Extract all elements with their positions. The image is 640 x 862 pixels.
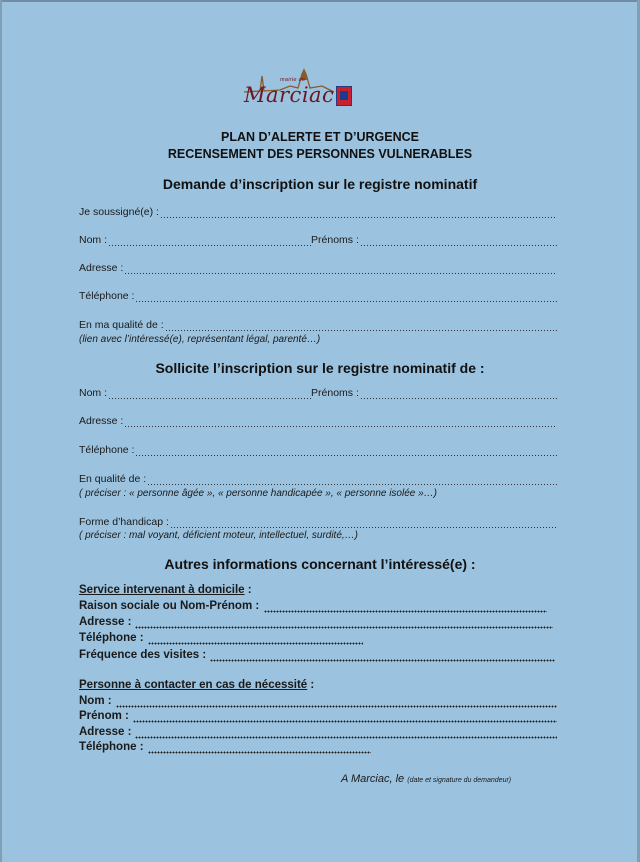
- beneficiary-quality-field[interactable]: [79, 472, 557, 486]
- field-label: Forme d’handicap :: [79, 516, 169, 528]
- field-label: En ma qualité de :: [79, 319, 164, 331]
- document-title: PLAN D’ALERTE ET D’URGENCE: [221, 130, 419, 144]
- contact-firstname-field[interactable]: [79, 709, 557, 723]
- contact-name-field[interactable]: [79, 694, 557, 708]
- field-label: Prénoms :: [311, 387, 359, 399]
- page-edge: [0, 0, 640, 2]
- beneficiary-quality-hint: ( préciser : « personne âgée », « personne handicapée », « personne isolée »…): [79, 488, 438, 499]
- handicap-field[interactable]: [79, 515, 557, 529]
- visit-frequency-field[interactable]: [79, 648, 555, 662]
- beneficiary-phone-field[interactable]: [79, 443, 557, 457]
- contact-address-field[interactable]: [79, 725, 557, 739]
- contact-section-label: [79, 679, 314, 691]
- contact-phone-field[interactable]: [79, 740, 371, 754]
- dotted-line: [124, 265, 557, 275]
- request-heading: Demande d’inscription sur le registre nominatif: [162, 176, 478, 192]
- field-label: Téléphone :: [79, 741, 144, 753]
- field-label: Adresse :: [79, 726, 132, 738]
- handicap-hint: ( préciser : mal voyant, déficient moteur, intellectuel, surdité,…): [79, 530, 359, 541]
- field-label: Adresse :: [79, 616, 132, 628]
- field-label: Téléphone :: [79, 632, 144, 644]
- service-phone-field[interactable]: [79, 631, 363, 645]
- dotted-line: [360, 390, 557, 400]
- service-label: Service intervenant à domicile: [79, 584, 245, 596]
- field-label: En qualité de :: [79, 473, 147, 485]
- signature-note: (date et signature du demandeur): [407, 777, 512, 784]
- service-section-label: [79, 584, 252, 596]
- field-label: Adresse :: [79, 415, 124, 427]
- dotted-line: [170, 519, 557, 529]
- soussigne-field[interactable]: [79, 205, 557, 219]
- dotted-line: [160, 209, 557, 219]
- field-label: Nom :: [79, 387, 108, 399]
- field-label: Fréquence des visites :: [79, 649, 207, 661]
- field-label: Téléphone :: [79, 290, 135, 302]
- beneficiary-address-field[interactable]: [79, 414, 557, 428]
- field-label: Prénom :: [79, 710, 129, 722]
- dotted-line: [135, 729, 557, 739]
- dotted-line: [165, 322, 557, 332]
- logo-small-text: mairie de: [280, 77, 306, 83]
- service-name-field[interactable]: [79, 599, 547, 613]
- field-label: Prénoms :: [311, 234, 359, 246]
- service-address-field[interactable]: [79, 615, 553, 629]
- dotted-line: [148, 744, 371, 754]
- dotted-line: [135, 447, 557, 457]
- dotted-line: [135, 293, 557, 303]
- dotted-line: [108, 390, 311, 400]
- contact-label: Personne à contacter en cas de nécessité: [79, 679, 308, 691]
- dotted-line: [116, 698, 557, 708]
- other-info-heading: Autres informations concernant l’intéressé(e) :: [164, 556, 476, 572]
- dotted-line: [108, 237, 311, 247]
- applicant-phone-field[interactable]: [79, 289, 557, 303]
- field-label: Je soussigné(e) :: [79, 206, 159, 218]
- label-colon: :: [244, 584, 252, 596]
- signature-text: A Marciac, le: [341, 773, 408, 785]
- dotted-line: [133, 713, 557, 723]
- beneficiary-heading: Sollicite l’inscription sur le registre nominatif de :: [155, 360, 485, 376]
- dotted-line: [124, 418, 557, 428]
- dotted-line: [147, 476, 557, 486]
- dotted-line: [148, 635, 363, 645]
- dotted-line: [210, 652, 555, 662]
- dotted-line: [135, 619, 553, 629]
- field-label: Nom :: [79, 234, 108, 246]
- applicant-quality-hint: (lien avec l’intéressé(e), représentant légal, parenté…): [79, 334, 321, 345]
- beneficiary-name-field[interactable]: [79, 386, 557, 400]
- dotted-line: [360, 237, 557, 247]
- applicant-address-field[interactable]: [79, 261, 557, 275]
- field-label: Raison sociale ou Nom-Prénom :: [79, 600, 260, 612]
- logo-name: Marciac: [244, 83, 335, 107]
- field-label: Adresse :: [79, 262, 124, 274]
- marciac-logo: [240, 66, 358, 114]
- signature-line[interactable]: [341, 773, 511, 785]
- field-label: Téléphone :: [79, 444, 135, 456]
- label-colon: :: [307, 679, 315, 691]
- document-subtitle: RECENSEMENT DES PERSONNES VULNERABLES: [167, 147, 473, 161]
- coat-of-arms-icon: [336, 86, 352, 106]
- field-label: Nom :: [79, 695, 112, 707]
- applicant-name-field[interactable]: [79, 233, 557, 247]
- applicant-quality-field[interactable]: [79, 318, 557, 332]
- dotted-line: [264, 603, 547, 613]
